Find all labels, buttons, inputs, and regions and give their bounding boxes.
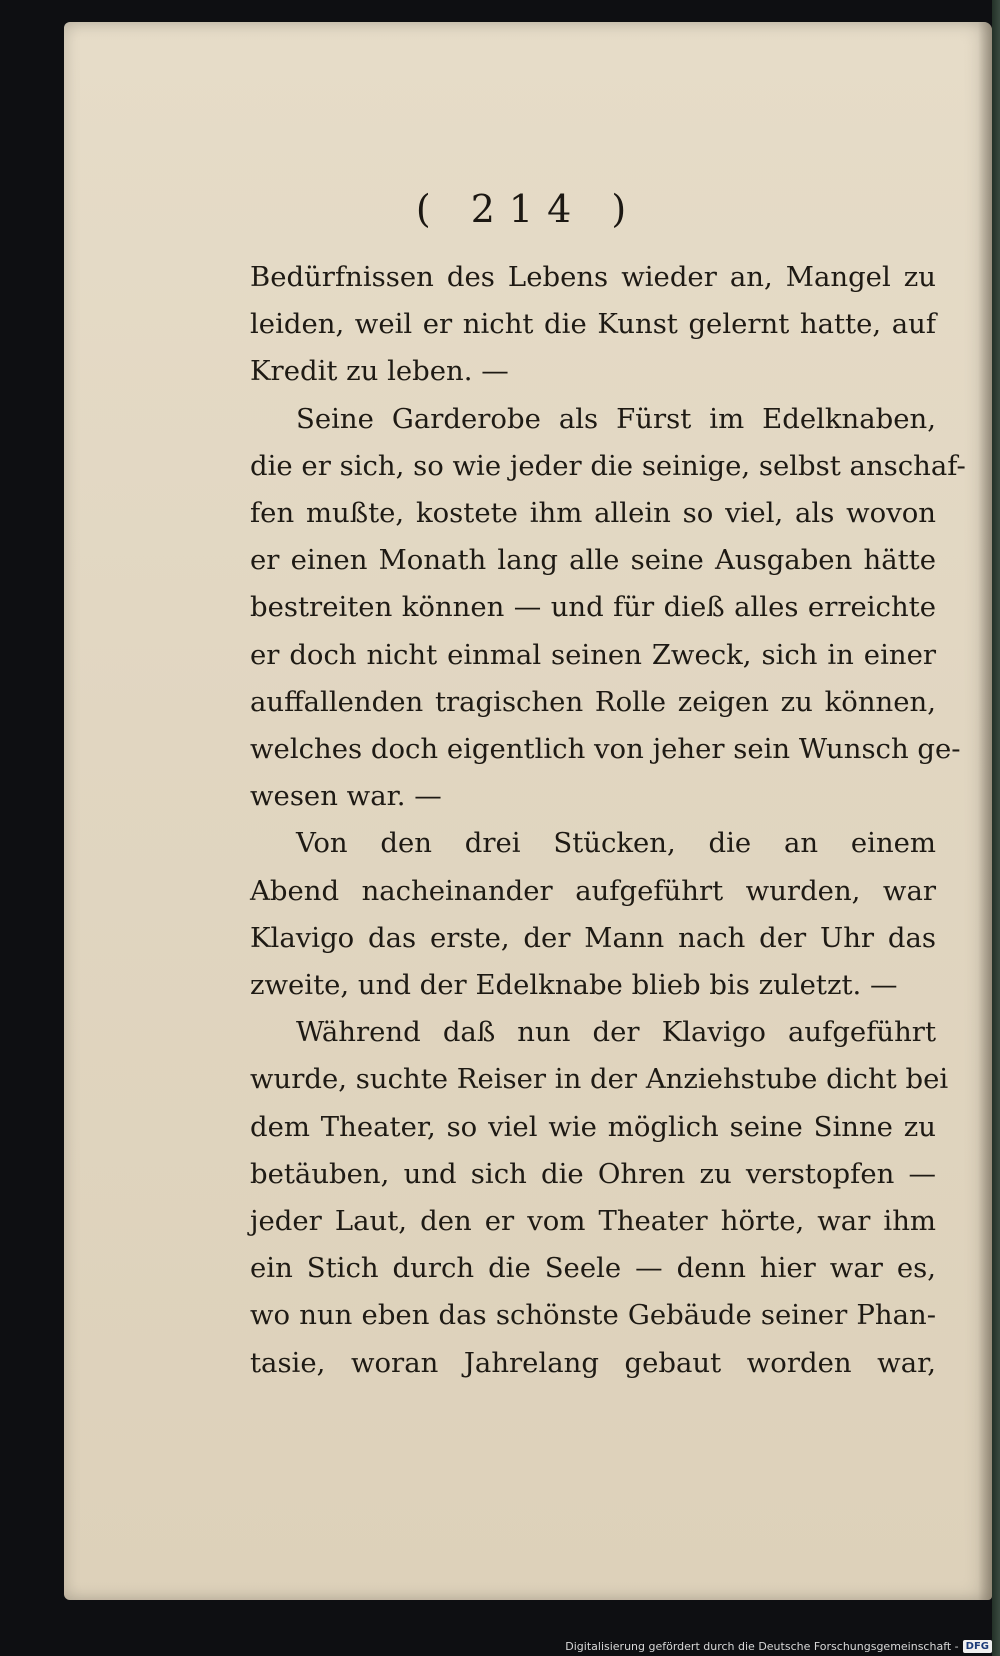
text-line: Von den drei Stücken, die an einem: [296, 827, 936, 860]
text-line: dem Theater, so viel wie möglich seine Sinne zu: [250, 1110, 936, 1143]
text-line: welches doch eigentlich von jeher sein Wunsch ge-: [250, 733, 961, 766]
body-text: [250, 254, 966, 1387]
text-line: jeder Laut, den er vom Theater hörte, war ihm: [250, 1205, 936, 1238]
text-line: bestreiten können — und für dieß alles erreichte: [250, 591, 936, 624]
text-line: er doch nicht einmal seinen Zweck, sich in einer: [250, 638, 936, 671]
book-page: [64, 22, 992, 1600]
text-line: Kredit zu leben. —: [250, 355, 509, 388]
dfg-logo: DFG: [963, 1640, 992, 1653]
credit-text: Digitalisierung gefördert durch die Deutsche Forschungsgemeinschaft -: [565, 1640, 959, 1653]
text-line: er einen Monath lang alle seine Ausgaben hätte: [250, 544, 936, 577]
text-line: wo nun eben das schönste Gebäude seiner Phan-: [250, 1299, 936, 1332]
text-line: tasie, woran Jahrelang gebaut worden war,: [250, 1346, 936, 1379]
text-line: wesen war. —: [250, 780, 442, 813]
text-line: auffallenden tragischen Rolle zeigen zu können,: [250, 685, 936, 718]
text-line: betäuben, und sich die Ohren zu verstopfen —: [250, 1157, 936, 1190]
text-line: Seine Garderobe als Fürst im Edelknaben,: [296, 402, 936, 435]
digitization-credit: [565, 1640, 992, 1653]
text-line: leiden, weil er nicht die Kunst gelernt hatte, auf: [250, 308, 936, 341]
text-line: die er sich, so wie jeder die seinige, selbst anschaf-: [250, 449, 966, 482]
text-line: Abend nacheinander aufgeführt wurden, war: [250, 874, 936, 907]
scan-edge-strip: [992, 0, 1000, 1656]
text-line: Bedürfnissen des Lebens wieder an, Mangel zu: [250, 261, 936, 293]
page-number: ( 214 ): [415, 187, 641, 231]
text-line: Klavigo das erste, der Mann nach der Uhr das: [250, 921, 936, 954]
page-edge-shadow: [978, 22, 992, 1600]
text-line: fen mußte, kostete ihm allein so viel, als wovon: [250, 497, 936, 530]
text-line: zweite, und der Edelknabe blieb bis zuletzt. —: [250, 969, 898, 1002]
text-line: Während daß nun der Klavigo aufgeführt: [296, 1016, 936, 1049]
text-line: wurde, suchte Reiser in der Anziehstube dicht bei: [250, 1063, 949, 1096]
text-line: ein Stich durch die Seele — denn hier war es,: [250, 1252, 936, 1285]
